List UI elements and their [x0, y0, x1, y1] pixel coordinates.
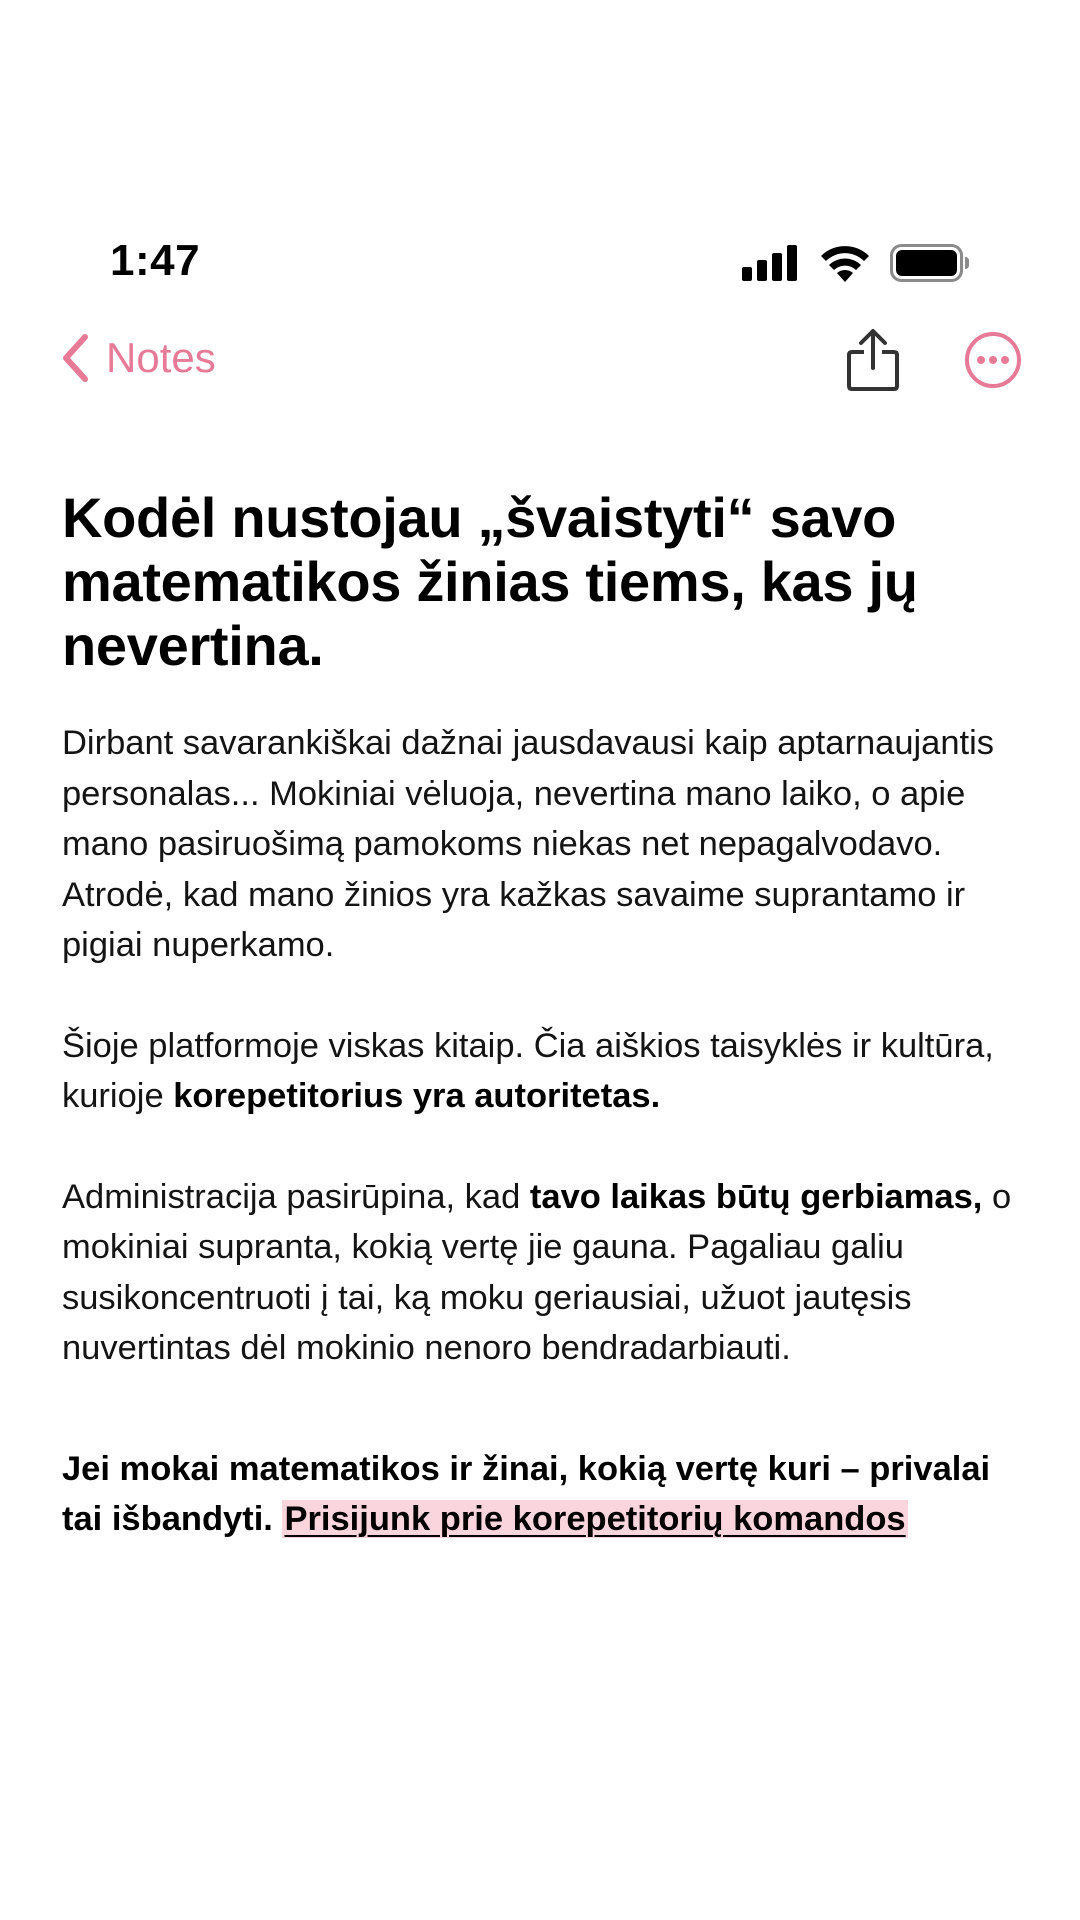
join-team-link[interactable]: Prisijunk prie korepetitorių komandos — [284, 1500, 906, 1538]
status-icons — [742, 243, 970, 283]
back-to-notes-button[interactable] — [60, 333, 216, 383]
note-title: Kodėl nustojau „švaistyti“ savo matematikos žinias tiems, kas jų nevertina. — [62, 486, 918, 677]
chevron-left-icon — [60, 333, 90, 383]
share-icon[interactable] — [846, 328, 900, 392]
nav-actions — [846, 328, 1022, 392]
note-body — [62, 486, 1032, 1595]
paragraph-2 — [62, 1021, 1032, 1122]
paragraph-2-text: Šioje platformoje viskas kitaip. Čia aiškios taisyklės ir kultūra, kurioje — [62, 1026, 994, 1115]
battery-icon — [890, 244, 970, 282]
wifi-icon — [820, 244, 870, 282]
cellular-signal-icon — [742, 245, 800, 281]
paragraph-3 — [62, 1172, 1032, 1374]
cta-text: Jei mokai matematikos ir žinai, kokią vertę kuri – privalai tai išbandyti. — [62, 1449, 991, 1538]
status-time: 1:47 — [110, 236, 201, 285]
paragraph-3-bold: tavo laikas būtų gerbiamas, — [529, 1177, 983, 1216]
cta-paragraph — [62, 1444, 1032, 1545]
paragraph-3-text-start: Administracija pasirūpina, kad — [62, 1177, 530, 1216]
paragraph-3-text-end: o mokiniai supranta, kokią vertę jie gauna. Pagaliau galiu susikoncentruoti į tai, ką moku geriausiai, užuot jautęsis nuvertintas dėl mokinio nenoro bendradarbiauti. — [62, 1177, 1012, 1367]
paragraph-2-bold: korepetitorius yra autoritetas. — [173, 1077, 661, 1115]
back-label: Notes — [106, 334, 216, 381]
more-options-icon[interactable] — [964, 331, 1022, 389]
paragraph-1: Dirbant savarankiškai dažnai jausdavausi kaip aptarnaujantis personalas... Mokiniai vėluoja, nevertina mano laiko, o apie mano pasiruošimą pamokoms niekas net nepagalvodavo. Atrodė, kad mano žinios yra kažkas savaime suprantamo ir pigiai nuperkamo. — [62, 724, 995, 964]
